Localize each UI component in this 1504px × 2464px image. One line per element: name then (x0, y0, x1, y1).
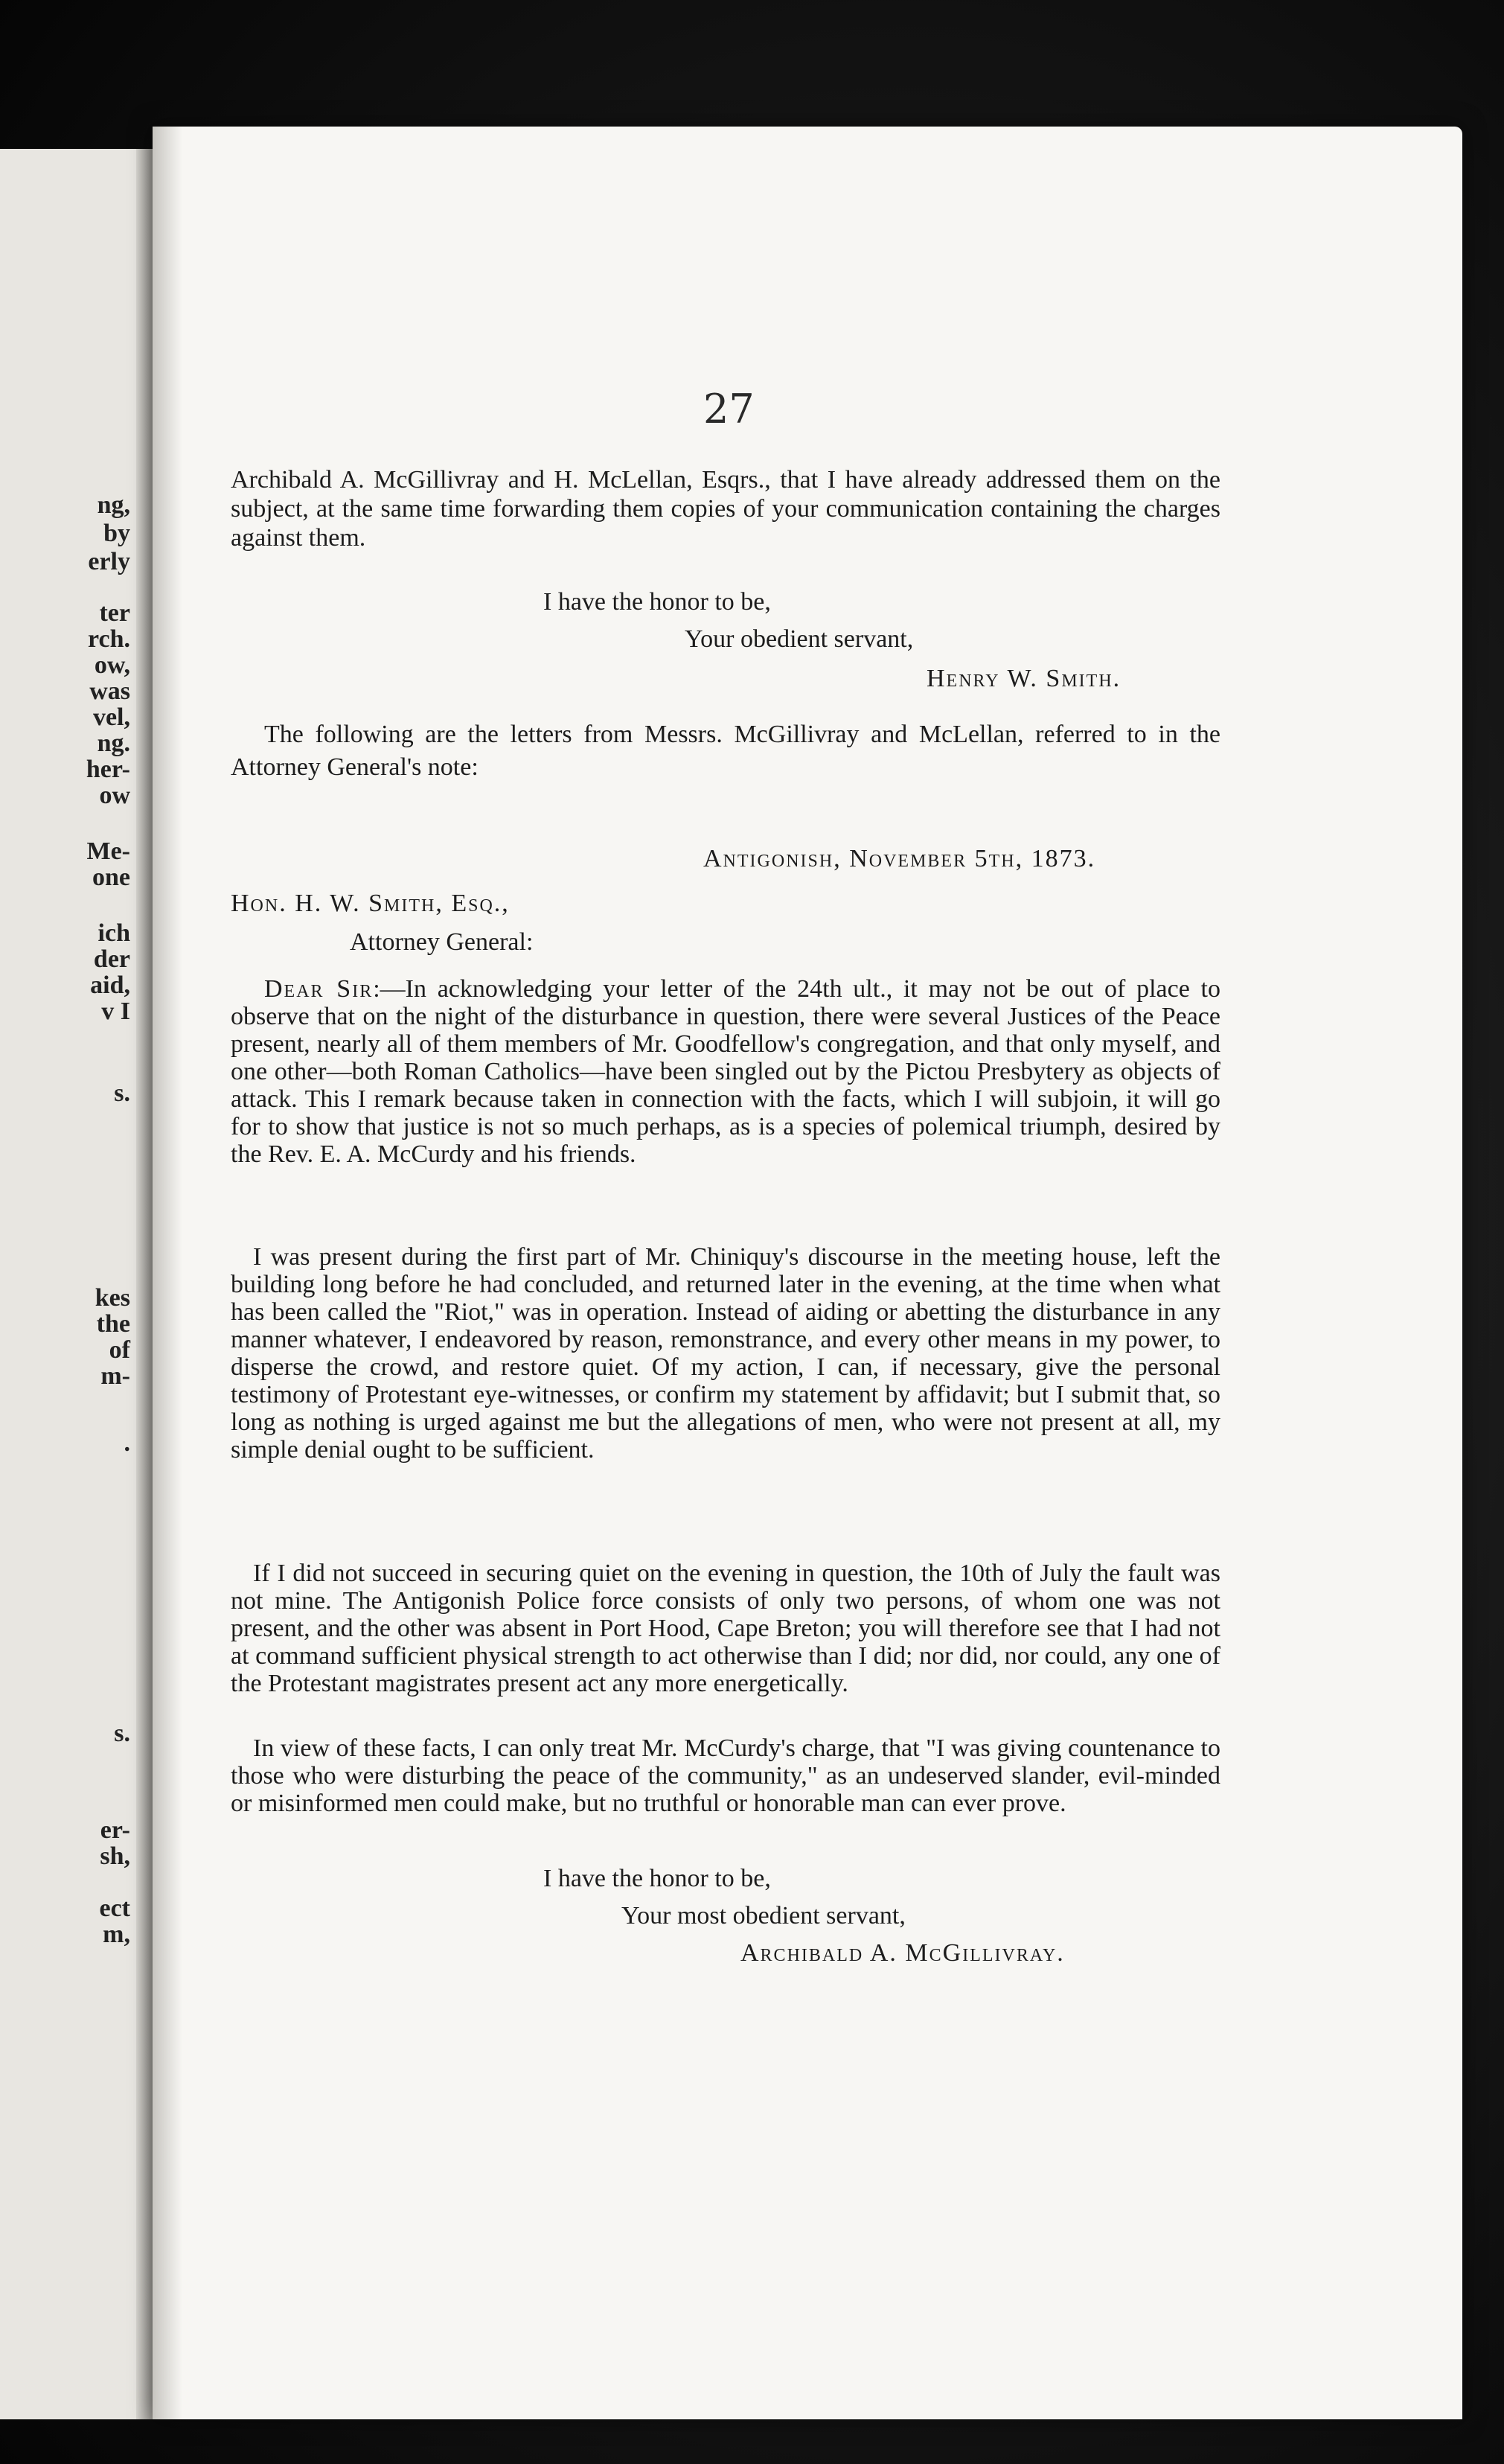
fragment-text: Me- (86, 837, 130, 865)
letter-paragraph-2: I was present during the first part of Mr. Chiniquy's discourse in the meeting house, left the building long before he had concluded, and returned later in the evening, at the time when what has been called the "Riot," was in operation. Instead of aiding or abetting the disturbance in any manner whatever, I endeavored by reason, remonstrance, and every other means in my power, to disperse the crowd, and restore quiet. Of my action, I can, if necessary, give the personal testimony of Protestant eye-witnesses, or confirm my statement by affidavit; but I submit that, so long as nothing is urged against me but the allegations of men, who were not present at all, my simple denial ought to be sufficient. (231, 1243, 1220, 1464)
salutation: Dear Sir (264, 975, 374, 1003)
fragment-text: ow (99, 782, 130, 809)
fragment-text: her- (86, 756, 130, 783)
letter-valediction: Your most obedient servant, (621, 1902, 906, 1930)
fragment-text: the (96, 1310, 130, 1338)
letter-paragraph-1 (231, 975, 1220, 1168)
fragment-text: s. (114, 1720, 130, 1747)
place-date: Antigonish, November 5th, 1873. (703, 845, 1096, 872)
fragment-text: one (92, 864, 130, 891)
fragment-text: kes (95, 1284, 130, 1312)
letter-paragraph-4: In view of these facts, I can only treat Mr. McCurdy's charge, that "I was giving countenance to those who were disturbing the peace of the community," as an undeserved slander, evil-minded or misinformed men could make, but no truthful or honorable man can ever prove. (231, 1734, 1220, 1817)
fragment-text: m- (100, 1362, 130, 1390)
fragment-text: v I (101, 998, 130, 1025)
addressee: Hon. H. W. Smith, Esq., (231, 890, 510, 917)
letter-signature: Archibald A. McGillivray. (740, 1939, 1065, 1967)
page-shadow (153, 127, 182, 2419)
addressee-title: Attorney General: (350, 928, 534, 956)
fragment-text: was (89, 677, 130, 705)
fragment-text: ect (99, 1895, 130, 1922)
fragment-text: . (124, 1429, 130, 1457)
letter-paragraph-3: If I did not succeed in securing quiet on the evening in question, the 10th of July the fault was not mine. The Antigonish Police force consists of only two persons, of whom one was not present, and the other was absent in Port Hood, Cape Breton; you will therefore see that I had not at command sufficient physical strength to act otherwise than I did; nor did, nor could, any one of the Protestant magistrates present act any more energetically. (231, 1560, 1220, 1697)
fragment-text: rch. (88, 625, 130, 653)
closing-line: I have the honor to be, (543, 588, 771, 616)
intro-paragraph: The following are the letters from Messrs. McGillivray and McLellan, referred to in the Attorney General's note: (231, 721, 1220, 781)
fragment-text: s. (114, 1079, 130, 1107)
fragment-text: m, (103, 1921, 130, 1948)
fragment-text: vel, (92, 703, 130, 731)
fragment-text: er- (100, 1816, 130, 1844)
page-gutter (136, 149, 153, 2419)
document-page (153, 127, 1462, 2419)
fragment-text: der (93, 945, 130, 973)
signature: Henry W. Smith. (927, 665, 1121, 692)
fragment-text: sh, (100, 1842, 130, 1870)
fragment-text: ter (99, 599, 130, 627)
valediction: Your obedient servant, (685, 625, 914, 653)
fragment-text: ich (97, 919, 130, 947)
fragment-text: ng. (97, 730, 130, 757)
letter-continuation: Archibald A. McGillivray and H. McLellan, Esqrs., that I have already addressed them on the subject, at the same time forwarding them copies of your communication containing the charges against them. (231, 466, 1220, 552)
fragment-text: ng, (97, 491, 130, 519)
fragment-text: erly (88, 548, 130, 575)
fragment-text: aid, (90, 971, 130, 999)
fragment-text: ow, (94, 651, 130, 679)
fragment-text: of (109, 1336, 130, 1364)
fragment-text: by (103, 520, 130, 547)
letter-closing: I have the honor to be, (543, 1865, 771, 1892)
paragraph-text: :—In acknowledging your letter of the 24th ult., it may not be out of place to observe that on the night of the disturbance in question, there were several Justices of the Peace present, nearly all of them members of Mr. Goodfellow's congregation, and that only myself, and one other—both Roman Catholics—have been singled out by the Pictou Presbytery as objects of attack. This I remark because taken in connection with the facts, which I will subjoin, it will go for to show that justice is not so much perhaps, as is a species of polemical triumph, desired by the Rev. E. A. McCurdy and his friends. (231, 975, 1220, 1168)
page-number: 27 (703, 386, 755, 433)
facing-page-edge (0, 149, 153, 2419)
